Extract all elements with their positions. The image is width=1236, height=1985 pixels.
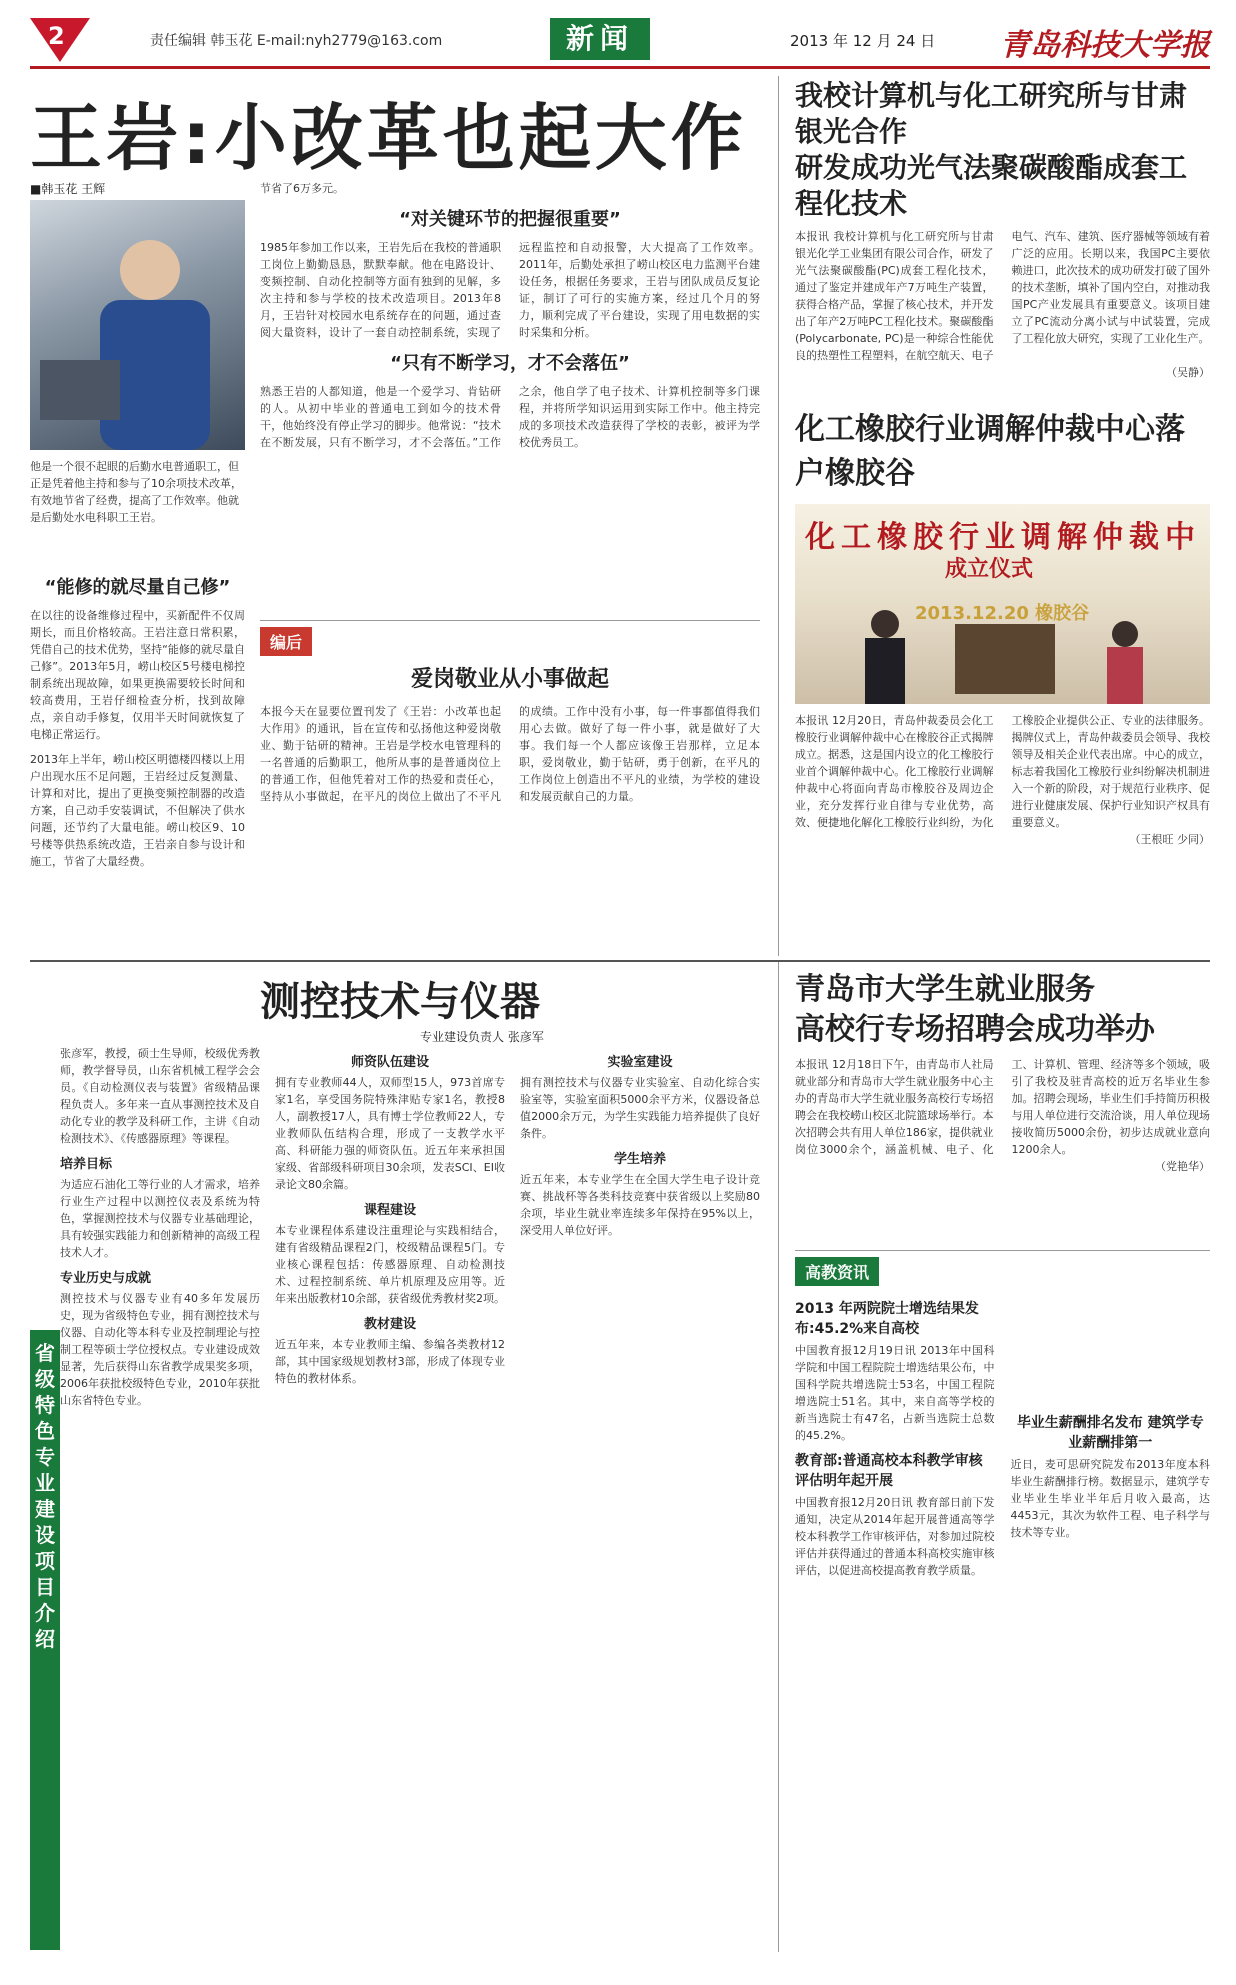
story3-body: 本报讯 12月20日，青岛仲裁委员会化工橡胶行业调解仲裁中心在橡胶谷正式揭牌成立。据悉，这是国内设立的化工橡胶行业首个调解仲裁中心。化工橡胶行业调解仲裁中心将面向青岛市橡胶谷及周边企业，充分发挥行业自律与专业优势，高效、便捷地化解化工橡胶行业纠纷，为化工橡胶企业提供公正、专业的法律服务。揭牌仪式上，青岛仲裁委员会领导、我校领导及相关企业代表出席。中心的成立，标志着我国化工橡胶行业纠纷解决机制进入一个新的阶段，对于规范行业秩序、促进行业健康发展、保护行业知识产权具有重要意义。 — [795, 714, 1210, 829]
news2-title: 教育部:普通高校本科教学审核评估明年起开展 — [795, 1453, 983, 1489]
news-tag: 高教资讯 — [795, 1257, 879, 1286]
story1-body-3: 节省了6万多元。 — [260, 182, 344, 195]
story5 — [795, 970, 1210, 1240]
story4-section-2: 专业历史与成就 — [60, 1271, 152, 1286]
editor-note — [260, 620, 760, 951]
story4-section-6-body: 拥有测控技术与仪器专业实验室、自动化综合实验室等，实验室面积5000余平方米，仪器设备总值2000余万元，为学生实践能力培养提供了良好条件。 — [520, 1076, 760, 1140]
story3-author: （王根旺 少同） — [1129, 833, 1210, 846]
story1-subhead-3: “只有不断学习，才不会落伍” — [390, 353, 630, 374]
story2-title-line2: 研发成功光气法聚碳酸酯成套工程化技术 — [795, 151, 1188, 220]
column-rule-bottom — [778, 962, 779, 1952]
story1-body-1: 在以往的设备维修过程中，买新配件不仅周期长，而且价格较高。王岩注意日常积累，凭借自己的技术优势，坚持“能修的就尽量自己修”。2013年5月，崂山校区5号楼电梯控制系统出现故障，如果更换需要较长时间和较高费用，王岩仔细检查分析，找到故障点，亲自动手修复，仅用半天时间就恢复了电梯正常运行。 — [30, 609, 245, 741]
photo-banner-text: 化工橡胶行业调解仲裁中 — [805, 520, 1201, 555]
story5-body: 本报讯 12月18日下午，由青岛市人社局就业部分和青岛市大学生就业服务中心主办的青岛市大学生就业服务高校行专场招聘会在我校崂山校区北院篮球场举行。本次招聘会共有用人单位186家，提供就业岗位3000余个，涵盖机械、电子、化工、计算机、管理、经济等多个领域，吸引了我校及驻青高校的近万名毕业生参加。招聘会现场，毕业生们手持简历积极与用人单位进行交流洽谈，用人单位现场接收简历5000余份，初步达成就业意向1200余人。 — [795, 1058, 1210, 1156]
news2-body: 中国教育报12月20日讯 教育部日前下发通知，决定从2014年起开展普通高等学校本科教学工作审核评估，对参加过院校评估并获得通过的普通本科高校实施审核评估，以促进高校提高教育教学质量。 — [795, 1496, 995, 1577]
story4-col2 — [275, 1045, 505, 1945]
story4-section-5-body: 近五年来，本专业教师主编、参编各类教材12部，其中国家级规划教材3部，形成了体现专业特色的教材体系。 — [275, 1338, 505, 1385]
story4-col3 — [520, 1045, 760, 1945]
story1-title: 王岩:小改革也起大作 — [30, 96, 747, 180]
story4-section-7-body: 近五年来，本专业学生在全国大学生电子设计竞赛、挑战杯等各类科技竞赛中获省级以上奖励80余项，毕业生就业率连续多年保持在95%以上，深受用人单位好评。 — [520, 1173, 760, 1237]
news3-body: 近日，麦可思研究院发布2013年度本科毕业生薪酬排行榜。数据显示，建筑学专业毕业生毕业半年后月收入最高，达4453元，其次为软件工程、电子科学与技术等专业。 — [1010, 1458, 1210, 1539]
story4-section-3: 师资队伍建设 — [350, 1055, 429, 1070]
editor-note-title: 爱岗敬业从小事做起 — [410, 667, 609, 692]
story1-subhead-2: “对关键环节的把握很重要” — [399, 209, 621, 230]
story4-section-6: 实验室建设 — [607, 1055, 673, 1070]
story6 — [795, 1250, 1210, 1951]
story2-author: （吴静） — [1166, 366, 1210, 379]
story1-col2 — [260, 180, 760, 620]
story4-section-3-body: 拥有专业教师44人，双师型15人，973首席专家1名，享受国务院特殊津贴专家1名，教授8人，副教授17人，具有博士学位教师22人，专业教师队伍结构合理，形成了一支教学水平高、科研能力强的师资队伍。近五年来承担国家级、省部级科研项目30余项，发表SCI、EI收录论文80余篇。 — [275, 1076, 505, 1191]
ceremony-figures-icon — [795, 504, 1210, 704]
story1-col1 — [30, 565, 245, 995]
story5-title-line1: 青岛市大学生就业服务 — [795, 972, 1095, 1007]
story4-section-1: 培养目标 — [60, 1157, 113, 1172]
story1-body-4: 1985年参加工作以来，王岩先后在我校的普通职工岗位上勤勤恳恳，默默奉献。他在电路设计、变频控制、自动化控制等方面有独到的见解，多次主持和参与学校的技术改造项目。2013年8月，王岩针对校园水电系统存在的问题，通过查阅大量资料，设计了一套自动控制系统，实现了远程监控和自动报警，大大提高了工作效率。2011年，后勤处承担了崂山校区电力监测平台建设任务，根据任务要求，王岩与团队成员反复论证，制订了可行的实施方案，经过几个月的努力，顺利完成了平台建设，实现了用电数据的实时采集和分析。 — [260, 241, 760, 339]
story2-body: 本报讯 我校计算机与化工研究所与甘肃银光化学工业集团有限公司合作，研发了光气法聚碳酸酯(PC)成套工程化技术，通过了鉴定并建成年产7万吨生产装置，获得合格产品，掌握了核心技术，并开发出了年产2万吨PC工程化技术。聚碳酸酯(Polycarbonate, PC)是一种综合性能优良的热塑性工程塑料，在航空航天、电子电气、汽车、建筑、医疗器械等领域有着广泛的应用。长期以来，我国PC主要依赖进口，此次技术的成功研发打破了国外的技术垄断，填补了国内空白，对推动我国PC产业发展具有重要意义。该项目建立了PC流动分离小试与中试装置，完成了工程化放大研究，实现了工业化生产。 — [795, 230, 1210, 362]
story4-title: 测控技术与仪器 — [260, 979, 540, 1025]
page-number: 2 — [48, 22, 65, 50]
news3-title: 毕业生薪酬排名发布 建筑学专业薪酬排第一 — [1016, 1415, 1204, 1451]
story5-author: （党艳华） — [1155, 1160, 1210, 1173]
column-rule — [778, 76, 779, 956]
masthead-logo: 青岛科技大学报 — [1000, 28, 1210, 63]
story3-title: 化工橡胶行业调解仲裁中心落户橡胶谷 — [795, 412, 1185, 491]
story1-subhead-1: “能修的就尽量自己修” — [44, 577, 231, 598]
story2-title-line1: 我校计算机与化工研究所与甘肃银光合作 — [795, 79, 1188, 148]
editor-note-body: 本报今天在显要位置刊发了《王岩：小改革也起大作用》的通讯，旨在宣传和弘扬他这种爱岗敬业、勤于钻研的精神。王岩是学校水电管理科的一名普通的后勤职工，他所从事的是普通岗位上的普通工作，但他凭着对工作的热爱和责任心，坚持从小事做起，在平凡的岗位上做出了不平凡的成绩。工作中没有小事，每一件事都值得我们用心去做。做好了每一件小事，就是做好了大事。我们每一个人都应该像王岩那样，立足本职，爱岗敬业，勤于钻研，勇于创新，在平凡的工作岗位上创造出不平凡的业绩，为学校的建设和发展贡献自己的力量。 — [260, 705, 760, 803]
story4-section-7: 学生培养 — [613, 1152, 666, 1167]
story4-section-1-body: 为适应石油化工等行业的人才需求，培养行业生产过程中以测控仪表及系统为特色，掌握测控技术与仪器专业基础理论，具有较强实践能力和创新精神的高级工程技术人才。 — [60, 1178, 260, 1259]
story2 — [795, 78, 1210, 388]
story5-title-line2: 高校行专场招聘会成功举办 — [795, 1012, 1155, 1047]
photo-banner-text-2: 成立仪式 — [945, 557, 1034, 582]
story4-byline: 专业建设负责人 张彦军 — [420, 1030, 544, 1044]
story4-section-5: 教材建设 — [363, 1317, 416, 1332]
worker-photo-icon — [30, 200, 245, 450]
story1-body-2: 2013年上半年，崂山校区明德楼四楼以上用户出现水压不足问题，王岩经过反复测量、计算和对比，提出了更换变频控制器的改造方案，自己动手安装调试，不但解决了供水问题，还节约了大量电能。崂山校区9、10号楼等供热系统改造，王岩亲自参与设计和施工，节省了大量经费。 — [30, 753, 245, 868]
story1-body-5: 熟悉王岩的人都知道，他是一个爱学习、肯钻研的人。从初中毕业的普通电工到如今的技术骨干，他始终没有停止学习的脚步。他常说：“技术在不断发展，只有不断学习，才不会落伍。”工作之余，他自学了电子技术、计算机控制等多门课程，并将所学知识运用到实际工作中。他主持完成的多项技术改造获得了学校的表彰，被评为学校优秀员工。 — [260, 385, 760, 449]
story1-headline-block — [30, 80, 760, 180]
news1-body: 中国教育报12月19日讯 2013年中国科学院和中国工程院院士增选结果公布，中国科学院共增选院士53名，中国工程院增选院士51名。其中，来自高等学校的新当选院士有47名，占新当选院士总数的45.2%。 — [795, 1344, 995, 1442]
news1-title: 2013 年两院院士增选结果发布:45.2%来自高校 — [795, 1301, 979, 1337]
editor-note-tag: 编后 — [260, 627, 312, 656]
editor-info: 责任编辑 韩玉花 E-mail:nyh2779@163.com — [150, 33, 443, 49]
section-title: 新闻 — [550, 18, 650, 60]
story4-headline-block — [30, 970, 770, 1030]
section-rule — [30, 960, 1210, 962]
issue-date: 2013 年 12 月 24 日 — [790, 32, 936, 50]
story4-section-2-body: 测控技术与仪器专业有40多年发展历史，现为省级特色专业，拥有测控技术与仪器、自动化等本科专业及控制理论与控制工程等硕士学位授权点。专业建设成效显著，先后获得山东省教学成果奖多项，2006年获批校级特色专业，2010年获批山东省特色专业。 — [60, 1292, 260, 1407]
story3 — [795, 408, 1210, 956]
page-header — [30, 18, 1210, 69]
story3-photo — [795, 504, 1210, 704]
story1-caption: 他是一个很不起眼的后勤水电普通职工，但正是凭着他主持和参与了10余项技术改革，有效地节省了经费，提高了工作效率。他就是后勤处水电科职工王岩。 — [30, 460, 242, 524]
story4-section-4: 课程建设 — [363, 1203, 416, 1218]
photo-date-text: 2013.12.20 橡胶谷 — [915, 603, 1090, 624]
story1-photo — [30, 200, 245, 450]
story4-col1 — [60, 1045, 260, 1945]
vertical-label: 省级特色专业建设项目介绍 — [30, 1330, 60, 1950]
story1-byline: ■韩玉花 王辉 — [30, 182, 106, 196]
story4-section-4-body: 本专业课程体系建设注重理论与实践相结合，建有省级精品课程2门，校级精品课程5门。专业核心课程包括：传感器原理、自动检测技术、过程控制系统、单片机原理及应用等。近年来出版教材10余部，获省级优秀教材奖2项。 — [275, 1224, 505, 1305]
story4-intro: 张彦军，教授，硕士生导师，校级优秀教师，教学督导员，山东省机械工程学会会员。《自动检测仪表与装置》省级精品课程负责人。多年来一直从事测控技术及自动化专业的教学及科研工作，主讲《自动检测技术》、《传感器原理》等课程。 — [60, 1047, 260, 1145]
